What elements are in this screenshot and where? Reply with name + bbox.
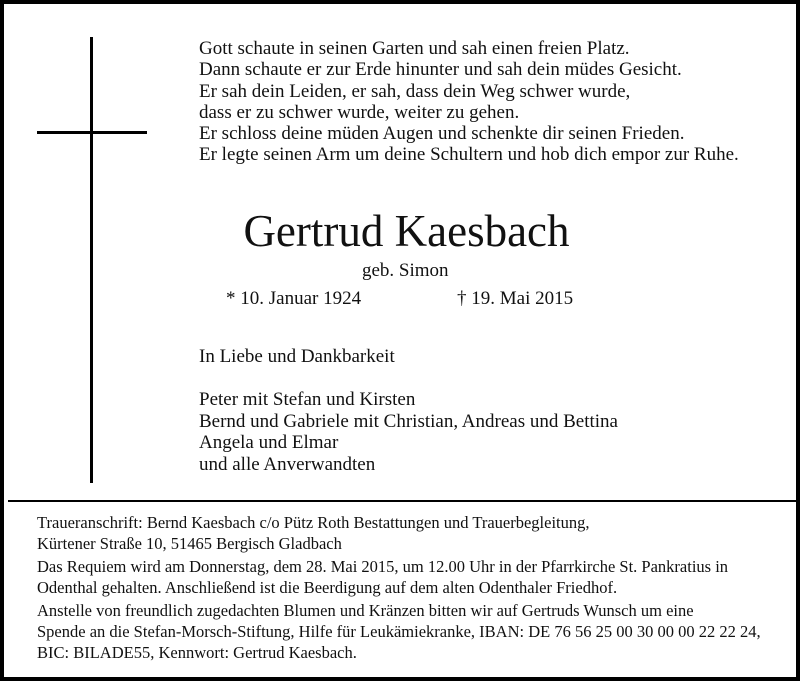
divider	[8, 500, 800, 502]
poem-line: Dann schaute er zur Erde hinunter und sah dein müdes Gesicht.	[199, 59, 682, 81]
family-line: Angela und Elmar	[199, 432, 339, 453]
birth-date: * 10. Januar 1924	[226, 288, 362, 309]
info-line: Das Requiem wird am Donnerstag, dem 28. Mai 2015, um 12.00 Uhr in der Pfarrkirche St. Pankratius in	[37, 557, 729, 576]
funeral-address	[37, 512, 590, 554]
poem-line: Er sah dein Leiden, er sah, dass dein Weg schwer wurde,	[199, 80, 631, 102]
donation-info	[37, 600, 761, 663]
cross-icon	[90, 37, 93, 483]
poem	[199, 38, 739, 166]
info-line: BIC: BILADE55, Kennwort: Gertrud Kaesbach.	[37, 643, 357, 662]
family-line: und alle Anverwandten	[199, 453, 376, 475]
death-date: † 19. Mai 2015	[457, 288, 574, 309]
info-line: Traueranschrift: Bernd Kaesbach c/o Pütz Roth Bestattungen und Trauerbegleitung,	[37, 513, 590, 532]
info-line: Spende an die Stefan-Morsch-Stiftung, Hilfe für Leukämiekranke, IBAN: DE 76 56 25 00 30 00 00 22 22 24,	[37, 622, 761, 641]
dedication: In Liebe und Dankbarkeit	[199, 346, 395, 367]
requiem-info	[37, 556, 728, 598]
info-line: Anstelle von freundlich zugedachten Blumen und Kränzen bitten wir auf Gertruds Wunsch um eine	[37, 601, 694, 620]
family-line: Peter mit Stefan und Kirsten	[199, 389, 416, 410]
family-list	[199, 389, 618, 475]
poem-line: Er legte seinen Arm um deine Schultern und hob dich empor zur Ruhe.	[199, 144, 739, 166]
deceased-name-row	[4, 205, 800, 257]
family-line: Bernd und Gabriele mit Christian, Andreas und Bettina	[199, 410, 618, 432]
cross-icon-arm	[37, 131, 147, 134]
info-line: Kürtener Straße 10, 51465 Bergisch Gladbach	[37, 534, 342, 553]
poem-line: Gott schaute in seinen Garten und sah einen freien Platz.	[199, 38, 630, 59]
poem-line: Er schloss deine müden Augen und schenkte dir seinen Frieden.	[199, 123, 685, 145]
info-line: Odenthal gehalten. Anschließend ist die Beerdigung auf dem alten Odenthaler Friedhof.	[37, 578, 618, 597]
poem-line: dass er zu schwer wurde, weiter zu gehen.	[199, 101, 520, 123]
deceased-name: Gertrud Kaesbach	[243, 206, 570, 256]
maiden-name: geb. Simon	[362, 260, 449, 281]
